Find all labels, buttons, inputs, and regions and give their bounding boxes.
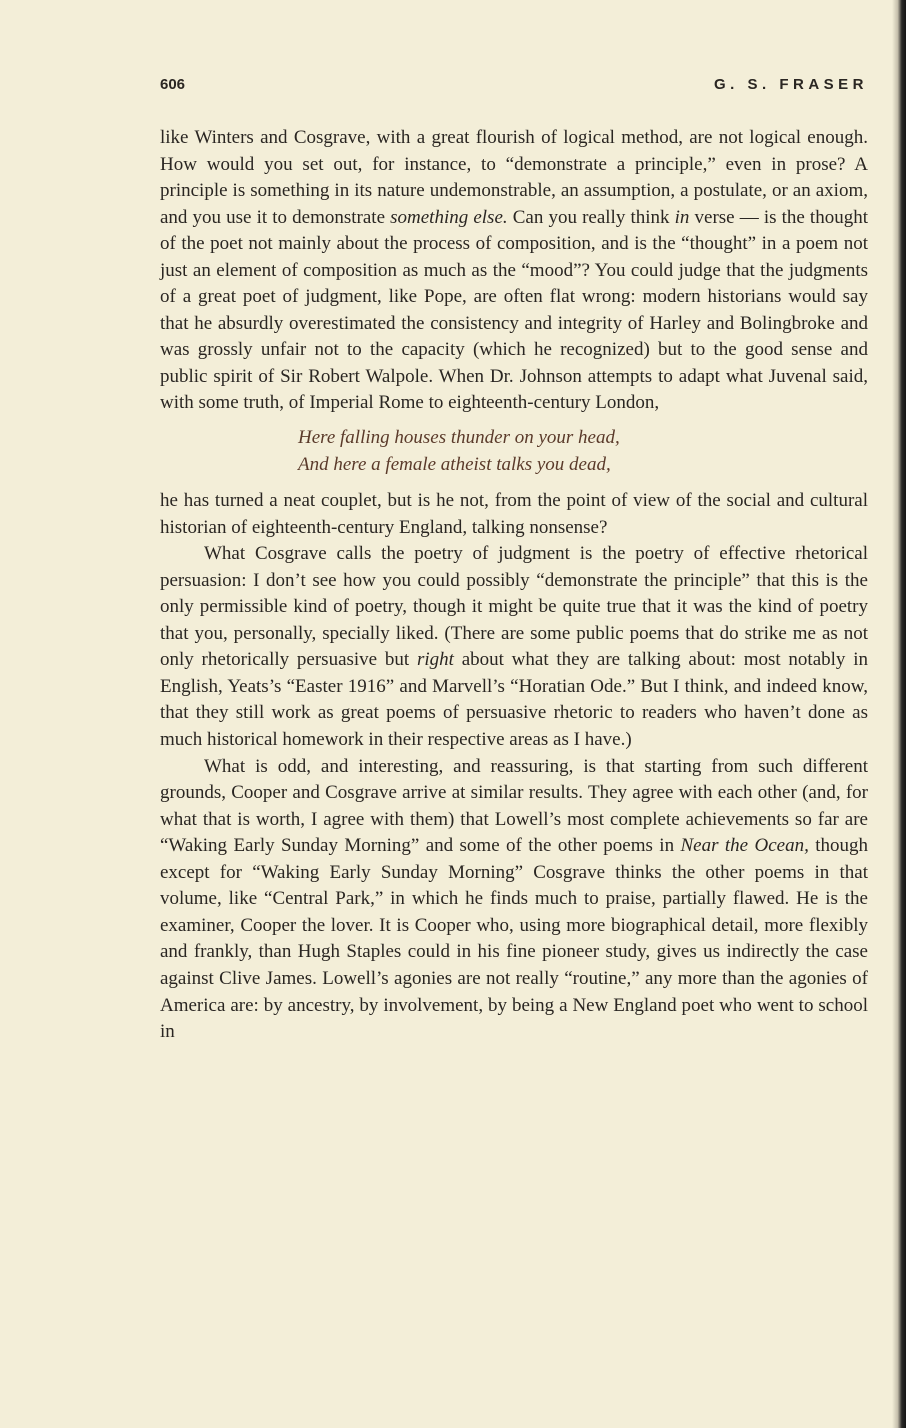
body-text: [160, 125, 868, 1046]
paragraph-3: [160, 541, 868, 753]
paragraph-1: [160, 125, 868, 417]
quote-line-1: Here falling houses thunder on your head,: [298, 427, 620, 449]
paragraph-4: [160, 754, 868, 1046]
paragraph-1-text: like Winters and Cosgrave, with a great flourish of logical method, are not logical enough. How would you set out, for instance, to “demonstrate a principle,” even in prose? A principle is something in its nature undemonstrable, an assumption, a postulate, or an axiom, and you use it to demonstrate: [160, 127, 868, 228]
paragraph-3-text-2: about what they are talking about: most notably in English, Yeats’s “Easter 1916” and Marvell’s “Horatian Ode.” But I think, and indeed know, that they still work as great poems of persuasive rhetoric to readers who haven’t done as much historical homework in their respective areas as I have.): [160, 649, 868, 751]
page-number: 606: [160, 76, 186, 93]
paragraph-1-italic-2: in: [674, 206, 690, 228]
block-quote: [298, 425, 868, 478]
paragraph-1-text-2: Can you really think: [507, 206, 675, 228]
paragraph-3-text: What Cosgrave calls the poetry of judgment is the poetry of effective rhetorical persuasion: I don’t see how you could possibly “demonstrate the principle” that this is the only permissible kind of poetry, though it might be quite true that it was the kind of poetry that you, personally, specially liked. (There are some public poems that do strike me as not only rhetorically persuasive but: [160, 543, 868, 671]
paragraph-1-text-3: verse — is the thought of the poet not mainly about the process of composition, and is the “thought” in a poem not just an element of composition as much as the “mood”? You could judge that the judgments of a great poet of judgment, like Pope, are often flat wrong: modern historians would say that he absurdly overestimated the consistency and integrity of Harley and Bolingbroke and was grossly unfair not to the capacity (which he recognized) but to the good sense and public spirit of Sir Robert Walpole. When Dr. Johnson attempts to adapt what Juvenal said, with some truth, of Imperial Rome to eighteenth-century London,: [160, 206, 868, 414]
page-edge-shadow: [892, 0, 906, 1428]
running-head: G. S. FRASER: [713, 76, 868, 93]
paragraph-4-text: What is odd, and interesting, and reassuring, is that starting from such different grounds, Cooper and Cosgrave arrive at similar results. They agree with each other (and, for what that is worth, I agree with them) that Lowell’s most complete achievements so far are “Waking Early Sunday Morning” and some of the other poems in: [160, 755, 868, 857]
paragraph-1-italic: something else.: [390, 206, 508, 228]
paragraph-4-italic: Near the Ocean,: [680, 835, 809, 857]
paragraph-4-text-2: though except for “Waking Early Sunday Morning” Cosgrave thinks the other poems in that volume, like “Central Park,” in which he finds much to praise, partially flawed. He is the examiner, Cooper the lover. It is Cooper who, using more biographical detail, more flexibly and frankly, than Hugh Staples could in his fine pioneer study, gives us indirectly the case against Clive James. Lowell’s agonies are not really “routine,” any more than the agonies of America are: by ancestry, by involvement, by being a New England poet who went to school in: [160, 835, 869, 1043]
quote-line-2: And here a female atheist talks you dead,: [298, 453, 611, 475]
paragraph-2: he has turned a neat couplet, but is he not, from the point of view of the social and cultural historian of eighteenth-century England, talking nonsense?: [160, 490, 868, 538]
page-header: [160, 76, 868, 100]
paragraph-3-italic: right: [416, 649, 454, 671]
